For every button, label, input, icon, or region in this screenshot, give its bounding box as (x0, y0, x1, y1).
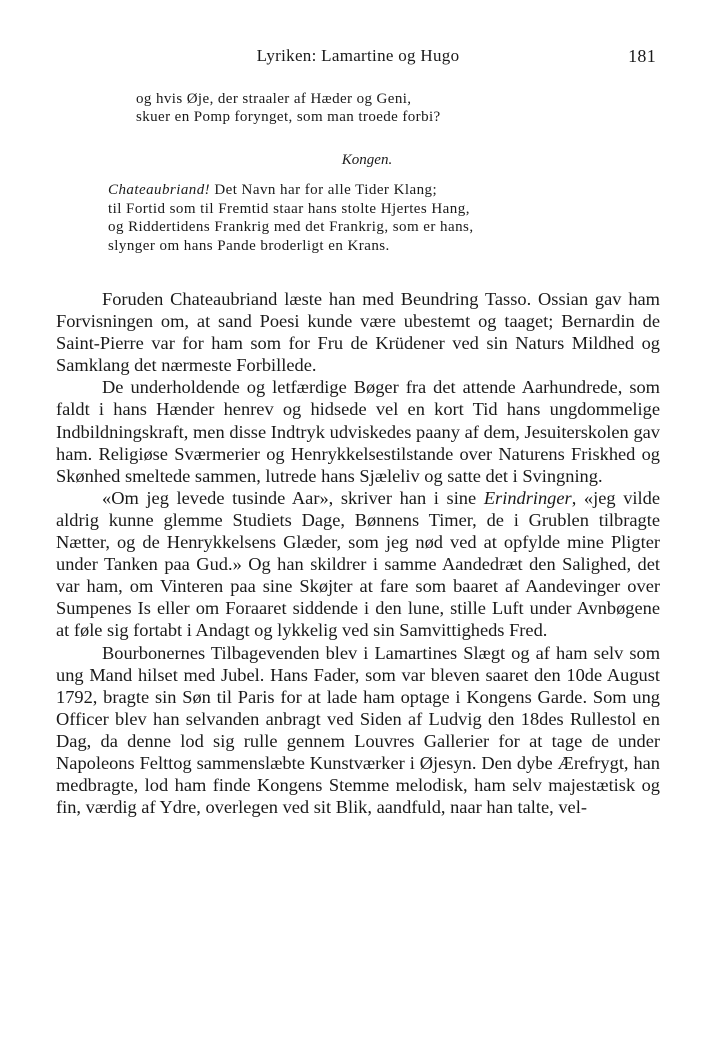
verse-line-rest: Det Navn har for alle Tider Klang; (210, 182, 438, 198)
verse-line (108, 181, 474, 200)
verse-line: slynger om hans Pande broderligt en Krans. (108, 237, 390, 254)
verse-line: og hvis Øje, der straaler af Hæder og Geni, (136, 91, 412, 107)
running-header (56, 46, 660, 70)
verse-stanza-king (108, 181, 474, 255)
speaker-label: Kongen. (341, 152, 393, 168)
paragraph-text: «Om jeg levede tusinde Aar», skriver han i sine (102, 487, 484, 508)
running-title: Lyriken: Lamartine og Hugo (256, 46, 460, 65)
verse-line: til Fortid som til Fremtid staar hans stolte Hjertes Hang, (108, 200, 470, 217)
verse-line: og Riddertidens Frankrig med det Frankrig, som er hans, (108, 219, 474, 235)
verse-line: skuer en Pomp forynget, som man troede forbi? (136, 109, 441, 125)
paragraph-text: , «jeg vilde aldrig kunne glemme Studiets Dage, Bønnens Timer, de i Grublen tilbragte Nætter, og de Henrykkelsens Glæder, som jeg nød ved at opfylde mine Pligter under Tanken paa Gud.» Og han skildrer i samme Aandedræt den Salighed, det var ham, om Vinteren paa sine Skøjter at fare som baaret af Aandevinger over Sumpenes Is eller om Foraaret siddende i den lune, stille Luft under Avnbøgene at føle sig fortabt i Andagt og lykkelig ved sin Samvittigheds Fred. (56, 487, 660, 641)
verse-stanza-top (136, 90, 441, 126)
verse-emphasis: Chateaubriand! (108, 182, 211, 198)
prose-body (56, 288, 660, 818)
book-title-emphasis: Erindringer (483, 487, 572, 508)
paragraph: Bourbonernes Tilbagevenden blev i Lamartines Slægt og af ham selv som ung Mand hilset med Jubel. Hans Fader, som var bleven saaret den 10de August 1792, bragte sin Søn til Paris for at lade ham optage i Kongens Garde. Som ung Officer blev han selvanden anbragt ved Siden af Ludvig den 18des Rullestol en Dag, da denne lod sig rulle gennem Louvres Gallerier for at tage de under Napoleons Felttog sammenslæbte Kunstværker i Øjesyn. Den dybe Ærefrygt, han medbragte, lod ham finde Kongens Stemme melodisk, ham selv majestætisk og fin, værdig af Ydre, overlegen ved sit Blik, aandfuld, naar han talte, vel- (56, 642, 660, 818)
page-number: 181 (628, 46, 656, 66)
paragraph: Foruden Chateaubriand læste han med Beundring Tasso. Ossian gav ham Forvisningen om, at sand Poesi kunde være ubestemt og taaget; Bernardin de Saint-Pierre var for ham som for Fru de Krüdener ved sin Naturs Mildhed og Samklang det nærmeste Forbillede. (56, 289, 660, 376)
paragraph (56, 487, 660, 642)
paragraph: De underholdende og letfærdige Bøger fra det attende Aarhundrede, som faldt i hans Hænder henrev og hidsede vel en kort Tid hans ungdommelige Indbildningskraft, men disse Indtryk udviskedes paany af dem, Jesuiterskolen gav ham. Religiøse Sværmerier og Henrykkelsestilstande over Naturens Friskhed og Skønhed smeltede sammen, lutrede hans Sjæleliv og satte det i Svingning. (56, 377, 660, 486)
